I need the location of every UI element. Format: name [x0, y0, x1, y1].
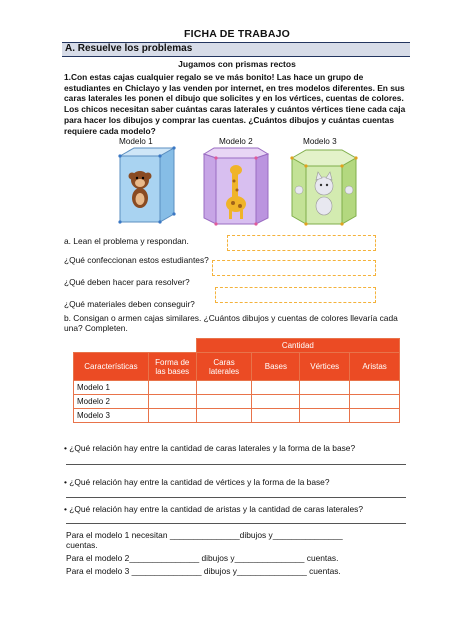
page-title: FICHA DE TRABAJO [183, 28, 291, 40]
model-2-prism-image [200, 146, 270, 226]
table-cell[interactable] [300, 381, 350, 395]
prism-data-table [73, 338, 400, 423]
table-cell[interactable] [148, 381, 196, 395]
header-vertices: Vértices [300, 353, 350, 381]
table-cell[interactable] [252, 381, 300, 395]
table-row [74, 395, 400, 409]
model-2-label: Modelo 2 [219, 137, 253, 146]
fill-model-2: Para el modelo 2_______________ dibujos y_______________ cuentas. [66, 553, 339, 563]
header-caras-laterales: Caras laterales [196, 353, 252, 381]
subtitle: Jugamos con prismas rectos [178, 59, 296, 69]
answer-box-1[interactable] [227, 235, 376, 251]
table-cell[interactable] [350, 409, 400, 423]
table-row [74, 381, 400, 395]
header-caracteristicas: Características [74, 353, 149, 381]
answer-line-1[interactable] [66, 464, 406, 465]
table-cell[interactable] [252, 409, 300, 423]
relation-question-1: • ¿Qué relación hay entre la cantidad de caras laterales y la forma de la base? [64, 443, 356, 453]
answer-box-3[interactable] [215, 287, 376, 303]
answer-line-3[interactable] [66, 523, 406, 524]
table-cell[interactable] [196, 381, 252, 395]
table-cell[interactable] [148, 395, 196, 409]
section-heading: A. Resuelve los problemas [62, 42, 410, 57]
table-cell[interactable] [300, 409, 350, 423]
table-cell[interactable] [350, 395, 400, 409]
answer-line-2[interactable] [66, 497, 406, 498]
instruction-a: a. Lean el problema y respondan. [64, 236, 189, 246]
row-label-model-2: Modelo 2 [74, 395, 149, 409]
table-cell[interactable] [300, 395, 350, 409]
row-label-model-3: Modelo 3 [74, 409, 149, 423]
model-3-label: Modelo 3 [303, 137, 337, 146]
relation-question-2: • ¿Qué relación hay entre la cantidad de vértices y la forma de la base? [64, 477, 330, 487]
table-cell[interactable] [252, 395, 300, 409]
row-label-model-1: Modelo 1 [74, 381, 149, 395]
model-3-prism-image [288, 146, 360, 226]
problem-statement: 1.Con estas cajas cualquier regalo se ve más bonito! Las hace un grupo de estudiantes en Chiclayo y las venden por internet, en tres modelos diferentes. En sus caras laterales les ponen el dibujo que solicites y en los vértices, cuentas de colores. Los chicos necesitan saber cuántas caras laterales y cuántos vértices tiene cada caja para hacer los dibujos y comprar las cuentas. ¿Cuántos dibujos y cuántas cuentas requiere cada modelo? [64, 72, 406, 136]
model-1-prism-image [114, 146, 180, 226]
fill-model-3: Para el modelo 3 _______________ dibujos y_______________ cuentas. [66, 566, 341, 576]
header-aristas: Aristas [350, 353, 400, 381]
question-3: ¿Qué materiales deben conseguir? [64, 299, 195, 309]
question-1: ¿Qué confeccionan estos estudiantes? [64, 255, 209, 265]
table-cell[interactable] [196, 409, 252, 423]
fill-model-1-cont: cuentas. [66, 540, 98, 550]
header-forma-bases: Forma de las bases [148, 353, 196, 381]
relation-question-3: • ¿Qué relación hay entre la cantidad de aristas y la cantidad de caras laterales? [64, 504, 364, 514]
header-cantidad: Cantidad [196, 339, 399, 353]
header-bases: Bases [252, 353, 300, 381]
table-row [74, 409, 400, 423]
fill-model-1: Para el modelo 1 necesitan _______________dibujos y_______________ [66, 530, 343, 540]
model-1-label: Modelo 1 [119, 137, 153, 146]
instruction-b: b. Consigan o armen cajas similares. ¿Cuántos dibujos y cuentas de colores llevaría cada una? Completen. [64, 313, 398, 333]
table-cell[interactable] [196, 395, 252, 409]
table-cell[interactable] [148, 409, 196, 423]
answer-box-2[interactable] [212, 260, 376, 276]
question-2: ¿Qué deben hacer para resolver? [64, 277, 190, 287]
table-cell[interactable] [350, 381, 400, 395]
